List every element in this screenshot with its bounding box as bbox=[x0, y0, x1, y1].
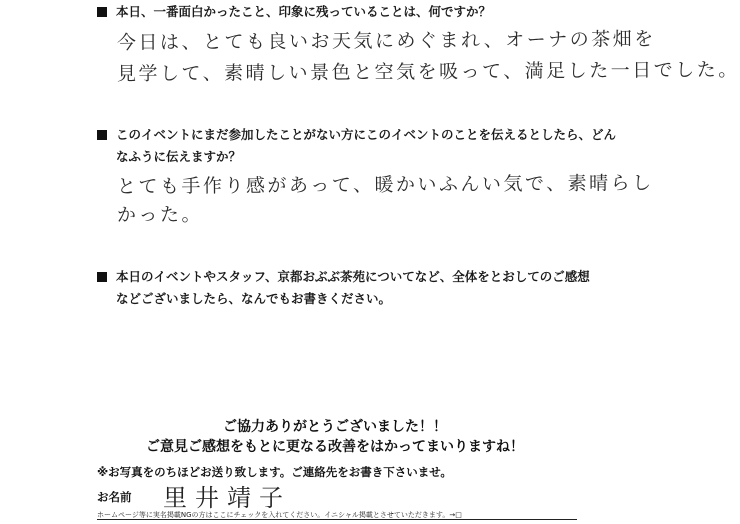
answer-2-line-1: とても手作り感があって、暖かいふんい気で、素晴らし bbox=[116, 172, 654, 198]
name-label: お名前 bbox=[97, 490, 132, 504]
answer-1-line-2: 見学して、素晴しい景色と空気を吸って、満足した一日でした。 bbox=[116, 58, 740, 86]
thanks-line-1: ご協力ありがとうございました！！ bbox=[223, 419, 447, 435]
name-field[interactable]: 里井靖子 bbox=[163, 484, 291, 512]
thanks-line-2: ご意見ご感想をもとに更なる改善をはかってまいりますね！ bbox=[146, 439, 524, 455]
question-1 bbox=[97, 1, 491, 23]
answer-1-line-1: 今日は、とても良いお天気にめぐまれ、オーナの茶畑を bbox=[116, 28, 656, 54]
square-bullet-icon bbox=[97, 7, 107, 17]
answer-2-line-2: かった。 bbox=[116, 203, 204, 227]
photo-note: ※お写真をのちほどお送り致します。ご連絡先をお書き下さいませ。 bbox=[97, 465, 452, 479]
square-bullet-icon bbox=[97, 130, 107, 140]
question-1-text: 本日、一番面白かったこと、印象に残っていることは、何ですか？ bbox=[116, 4, 492, 19]
footer-note: ホームページ等に実名掲載NGの方はここにチェックを入れてください。イニシャル掲載とさせていただきます。→□ bbox=[97, 511, 462, 519]
question-2-text-line-2: なふうに伝えますか？ bbox=[116, 149, 242, 164]
question-3 bbox=[97, 266, 590, 310]
question-2-text-line-1: このイベントにまだ参加したことがない方にこのイベントのことを伝えるとしたら、どん bbox=[116, 127, 617, 142]
question-3-text-line-1: 本日のイベントやスタッフ、京都おぶぶ茶苑についてなど、全体をとおしてのご感想 bbox=[116, 269, 590, 284]
divider bbox=[97, 519, 577, 520]
question-2 bbox=[97, 124, 616, 168]
question-3-text-line-2: などございましたら、なんでもお書きください。 bbox=[116, 291, 392, 306]
square-bullet-icon bbox=[97, 272, 107, 282]
